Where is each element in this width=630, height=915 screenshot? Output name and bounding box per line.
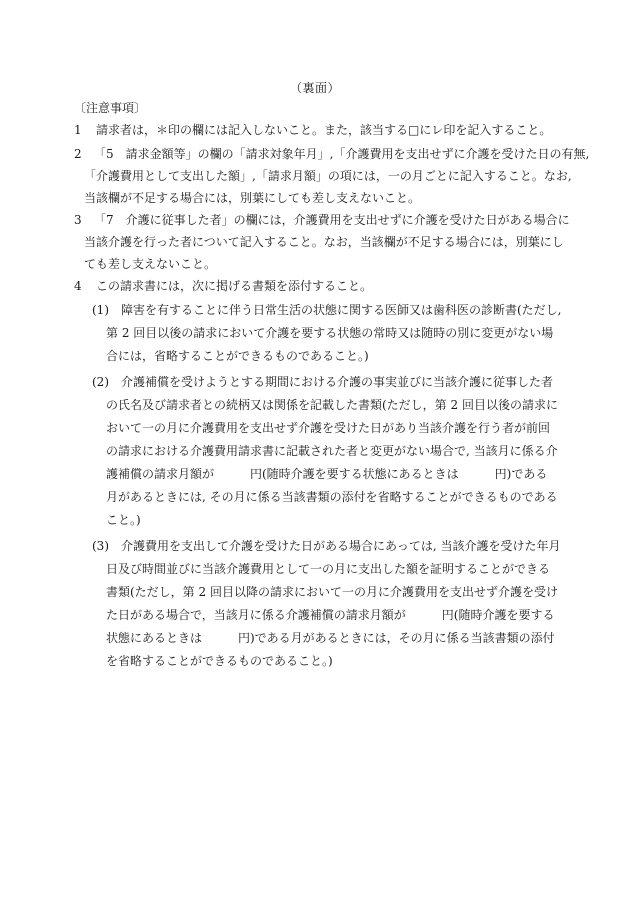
item-2-line-1: 「5 請求金額等」の欄の「請求対象年月」,「介護費用を支出せずに介護を受けた日の有無, [94, 147, 590, 161]
subitem-2-line-2: の氏名及び請求者との続柄又は関係を記載した書類(ただし，第 2 回目以後の請求に [106, 398, 558, 412]
subitem-2-line-1: 介護補償を受けようとする期間における介護の事実並びに当該介護に従事した者 [121, 375, 554, 389]
item-3-line-3: ても差し支えないこと。 [84, 257, 217, 271]
item-number: 1 [74, 123, 82, 137]
item-2-line-3: 当該欄が不足する場合には，別葉にしても差し支えないこと。 [84, 191, 421, 205]
subitem-2-line-6: 月があるときには, その月に係る当該書類の添付を省略することができるものである [106, 490, 558, 504]
subitem-2-line-4: の請求における介護費用請求書に記載された者と変更がない場合で, 当該月に係る介 [106, 444, 558, 458]
item-number: 3 [74, 213, 82, 227]
subitem-3-line-1: 介護費用を支出して介護を受けた日がある場合にあっては, 当該介護を受けた年月 [121, 539, 561, 553]
subitem-1-line-3: 合には，省略することができるものであること。) [106, 349, 369, 363]
item-2-line-2: 「介護費用として支出した額」,「請求月額」の項には，一の月ごとに記入すること。なお, [84, 169, 572, 183]
subitem-3-line-2: 日及び時間並びに当該介護費用として一の月に支出した額を証明することができる [106, 562, 551, 576]
item-3-line-1: 「7 介護に従事した者」の欄には，介護費用を支出せずに介護を受けた日がある場合に [94, 213, 570, 227]
item-4-line-1: この請求書には，次に掲げる書類を添付すること。 [96, 279, 373, 293]
subitem-2-line-3: おいて一の月に介護費用を支出せず介護を受けた日があり当該介護を行う者が前回 [106, 421, 551, 435]
item-1-line-1: 請求者は，＊印の欄には記入しないこと。また，該当する□にレ印を記入すること。 [96, 123, 552, 137]
subitem-3-line-4: た日がある場合で，当該月に係る介護補償の請求月額が 円(随時介護を要する [106, 608, 555, 622]
subitem-3-line-6: を省略することができるものであること。) [106, 654, 333, 668]
subitem-3-line-3: 書類(ただし，第 2 回目以降の請求において一の月に介護費用を支出せず介護を受け [106, 585, 558, 599]
notes-heading: 〔注意事項〕 [74, 101, 147, 115]
subitem-2-line-5: 護補償の請求月額が 円(随時介護を要する状態にあるときは 円)である [106, 467, 548, 481]
item-3-line-2: 当該介護を行った者について記入すること。なお，当該欄が不足する場合には，別葉にし [84, 235, 564, 249]
subitem-2-line-7: こと。) [106, 513, 141, 527]
reverse-side-label: （裏面） [289, 81, 340, 95]
subitem-number: (1) [92, 303, 109, 317]
subitem-number: (3) [92, 539, 109, 553]
item-number: 2 [74, 147, 82, 161]
subitem-1-line-1: 障害を有することに伴う日常生活の状態に関する医師又は歯科医の診断書(ただし, [121, 303, 562, 317]
subitem-1-line-2: 第 2 回目以後の請求において介護を要する状態の常時又は随時の別に変更がない場 [106, 326, 554, 340]
item-number: 4 [74, 279, 82, 293]
subitem-number: (2) [92, 375, 109, 389]
subitem-3-line-5: 状態にあるときは 円)である月があるときには，その月に係る当該書類の添付 [106, 631, 555, 645]
